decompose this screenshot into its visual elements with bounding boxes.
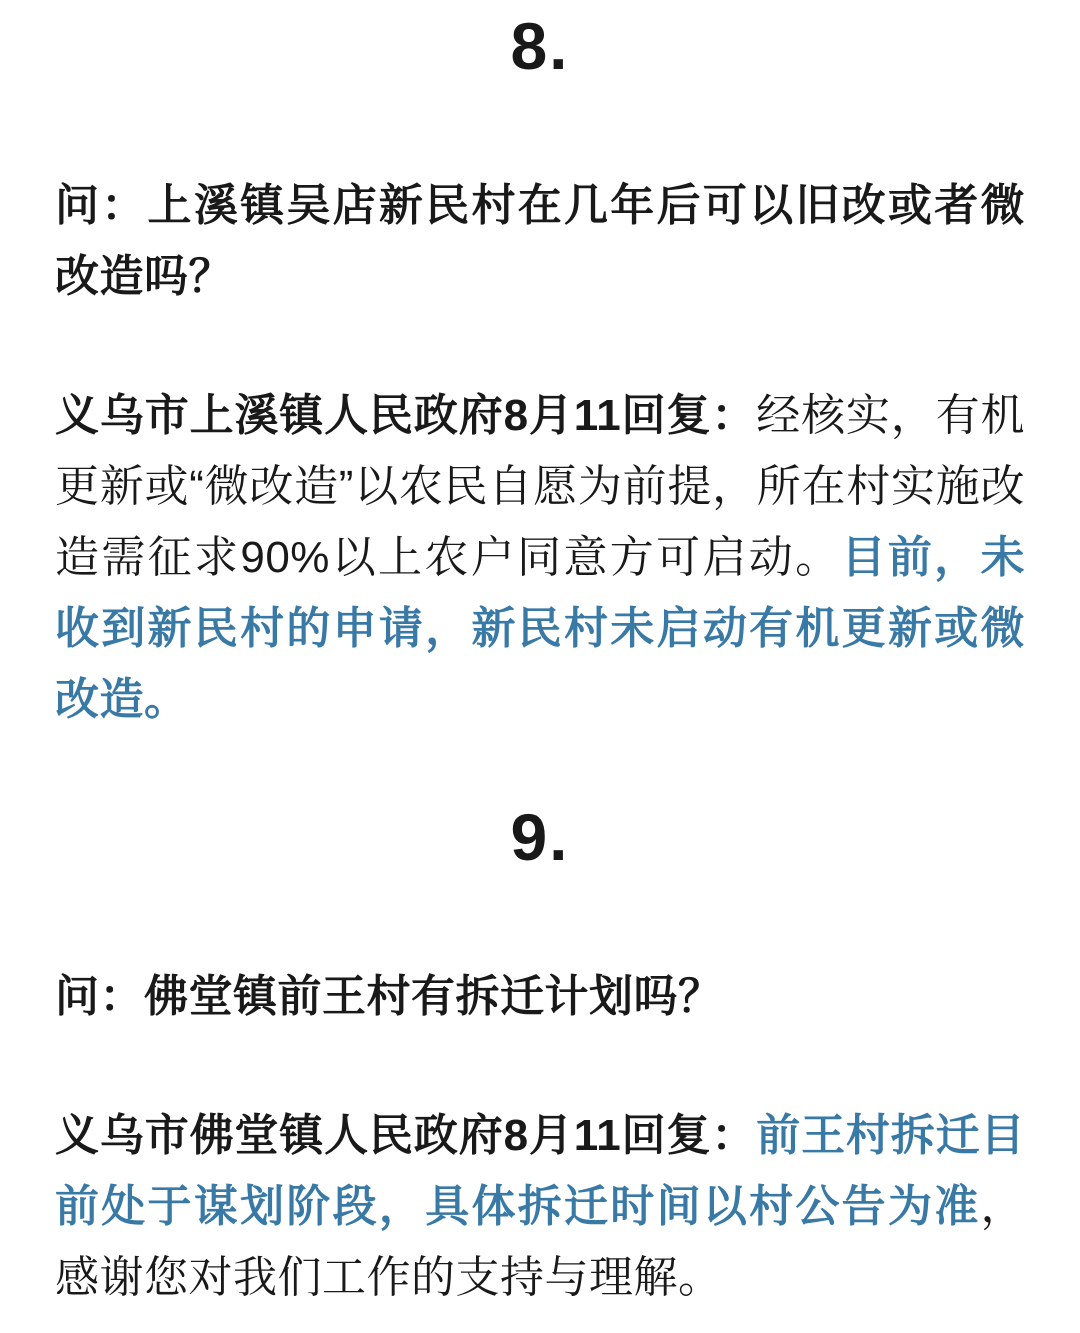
question-text-9: 问：佛堂镇前王村有拆迁计划吗？	[55, 972, 723, 1021]
answer-text-9	[55, 1100, 1025, 1313]
answer-9-highlight: 前王村拆迁目前处于谋划阶段，具体拆迁时间以村公告为准	[55, 1111, 1026, 1231]
answer-9-tail: ，感谢您对我们工作的支持与理解。	[55, 1182, 1025, 1302]
answer-8-gov-prefix: 义乌市上溪镇人民政府8月11回复：	[55, 391, 757, 440]
question-text-8: 问：上溪镇吴店新民村在几年后可以旧改或者微改造吗？	[55, 181, 1025, 301]
answer-text-8	[55, 380, 1025, 735]
qa-section-9	[55, 797, 1025, 1313]
section-number-8: 8.	[510, 9, 570, 83]
answer-8-body: 经核实，有机更新或“微改造”以农民自愿为前提，所在村实施改造需征求90%以上农户同意方可启动。	[55, 391, 1026, 582]
answer-8-highlight: 目前，未收到新民村的申请，新民村未启动有机更新或微改造。	[55, 533, 1025, 724]
answer-9-gov-prefix: 义乌市佛堂镇人民政府8月11回复：	[55, 1111, 757, 1160]
qa-section-8	[55, 6, 1025, 735]
section-number-9: 9.	[510, 800, 570, 874]
